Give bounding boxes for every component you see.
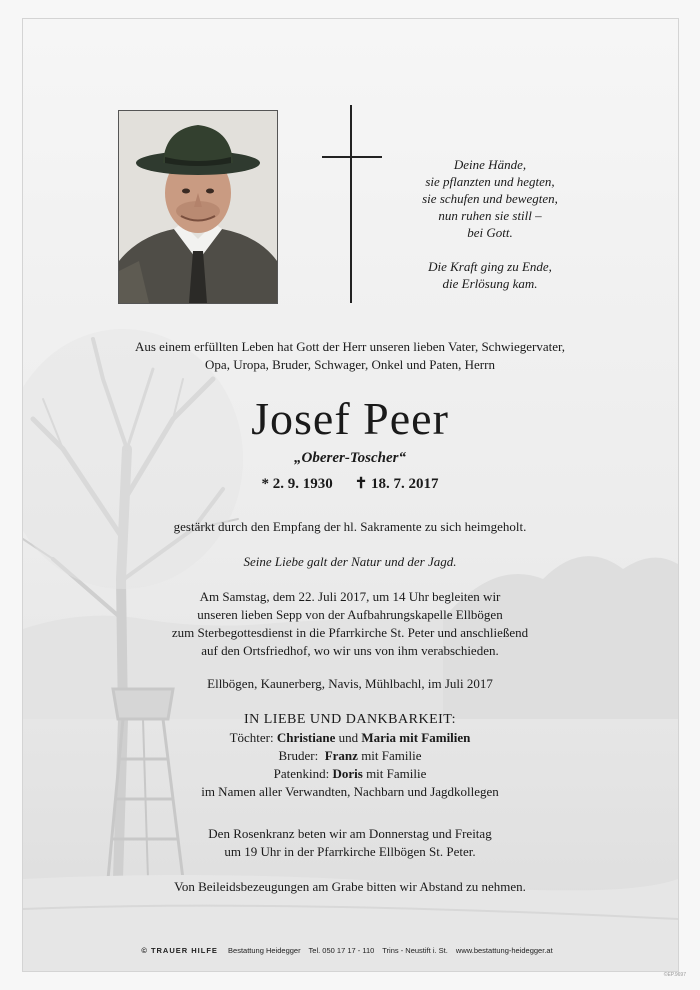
poem-line: sie pflanzten und hegten, — [425, 174, 555, 189]
poem — [400, 156, 580, 292]
rosary-line: Den Rosenkranz beten wir am Donnerstag und Freitag — [208, 826, 492, 841]
poem-line: Die Kraft ging zu Ende, — [428, 259, 552, 274]
funeral-line: zum Sterbegottesdienst in die Pfarrkirche St. Peter und anschließend — [171, 625, 529, 640]
funeral-line: auf den Ortsfriedhof, wo wir uns von ihm verabschieden. — [201, 643, 499, 658]
poem-line: bei Gott. — [467, 225, 513, 240]
website-link[interactable]: www.bestattung-heidegger.at — [455, 946, 553, 955]
love-line: Seine Liebe galt der Natur und der Jagd. — [243, 554, 457, 569]
life-dates — [200, 474, 500, 493]
intro-line: Aus einem erfüllten Leben hat Gott der Herr unseren lieben Vater, Schwiegervater, — [134, 339, 566, 354]
condolence-text — [100, 878, 600, 896]
sacrament-text — [100, 518, 600, 536]
love-text — [100, 553, 600, 571]
thanks-section — [100, 711, 600, 801]
poem-line: nun ruhen sie still – — [438, 208, 542, 223]
thanks-brother: Bruder: Franz mit Familie — [278, 748, 422, 763]
place-date-text — [100, 675, 600, 693]
phone-number: Tel. 050 17 17 - 110 — [308, 946, 375, 955]
funeral-text — [100, 588, 600, 660]
rosary-text — [100, 825, 600, 861]
thanks-daughters: Töchter: Christiane und Maria mit Familien — [229, 730, 471, 745]
place-date-line: Ellbögen, Kaunerberg, Navis, Mühlbachl, im Juli 2017 — [207, 676, 493, 691]
funeral-home-logo: © TRAUER HILFE — [141, 946, 218, 955]
thanks-heading: IN LIEBE UND DANKBARKEIT: — [243, 712, 457, 727]
portrait-photo — [118, 110, 278, 304]
death-date: ✝ 18. 7. 2017 — [354, 476, 439, 492]
condolence-line: Von Beileidsbezeugungen am Grabe bitten wir Abstand zu nehmen. — [174, 879, 526, 894]
birth-date: * 2. 9. 1930 — [261, 476, 333, 492]
thanks-others: im Namen aller Verwandten, Nachbarn und Jagdkollegen — [201, 784, 499, 799]
deceased-nickname: „Oberer-Toscher“ — [294, 450, 406, 466]
document-stamp: ©EP.9697 — [663, 972, 686, 978]
funeral-line: Am Samstag, dem 22. Juli 2017, um 14 Uhr begleiten wir — [199, 589, 501, 604]
cross-symbol — [322, 105, 382, 305]
company-location: Trins - Neustift i. St. — [382, 946, 448, 955]
company-name: Bestattung Heidegger — [228, 946, 301, 955]
deceased-name: Josef Peer — [251, 393, 449, 444]
rosary-line: um 19 Uhr in der Pfarrkirche Ellbögen St. Peter. — [224, 844, 476, 859]
intro-line: Opa, Uropa, Bruder, Schwager, Onkel und Paten, Herrn — [205, 357, 495, 372]
poem-line: die Erlösung kam. — [442, 276, 538, 291]
poem-line: Deine Hände, — [453, 157, 527, 172]
intro-text — [100, 338, 600, 374]
thanks-godchild: Patenkind: Doris mit Familie — [273, 766, 427, 781]
footer — [70, 946, 630, 955]
sacrament-line: gestärkt durch den Empfang der hl. Sakramente zu sich heimgeholt. — [173, 519, 527, 534]
poem-line: sie schufen und bewegten, — [422, 191, 558, 206]
funeral-line: unseren lieben Sepp von der Aufbahrungskapelle Ellbögen — [197, 607, 503, 622]
